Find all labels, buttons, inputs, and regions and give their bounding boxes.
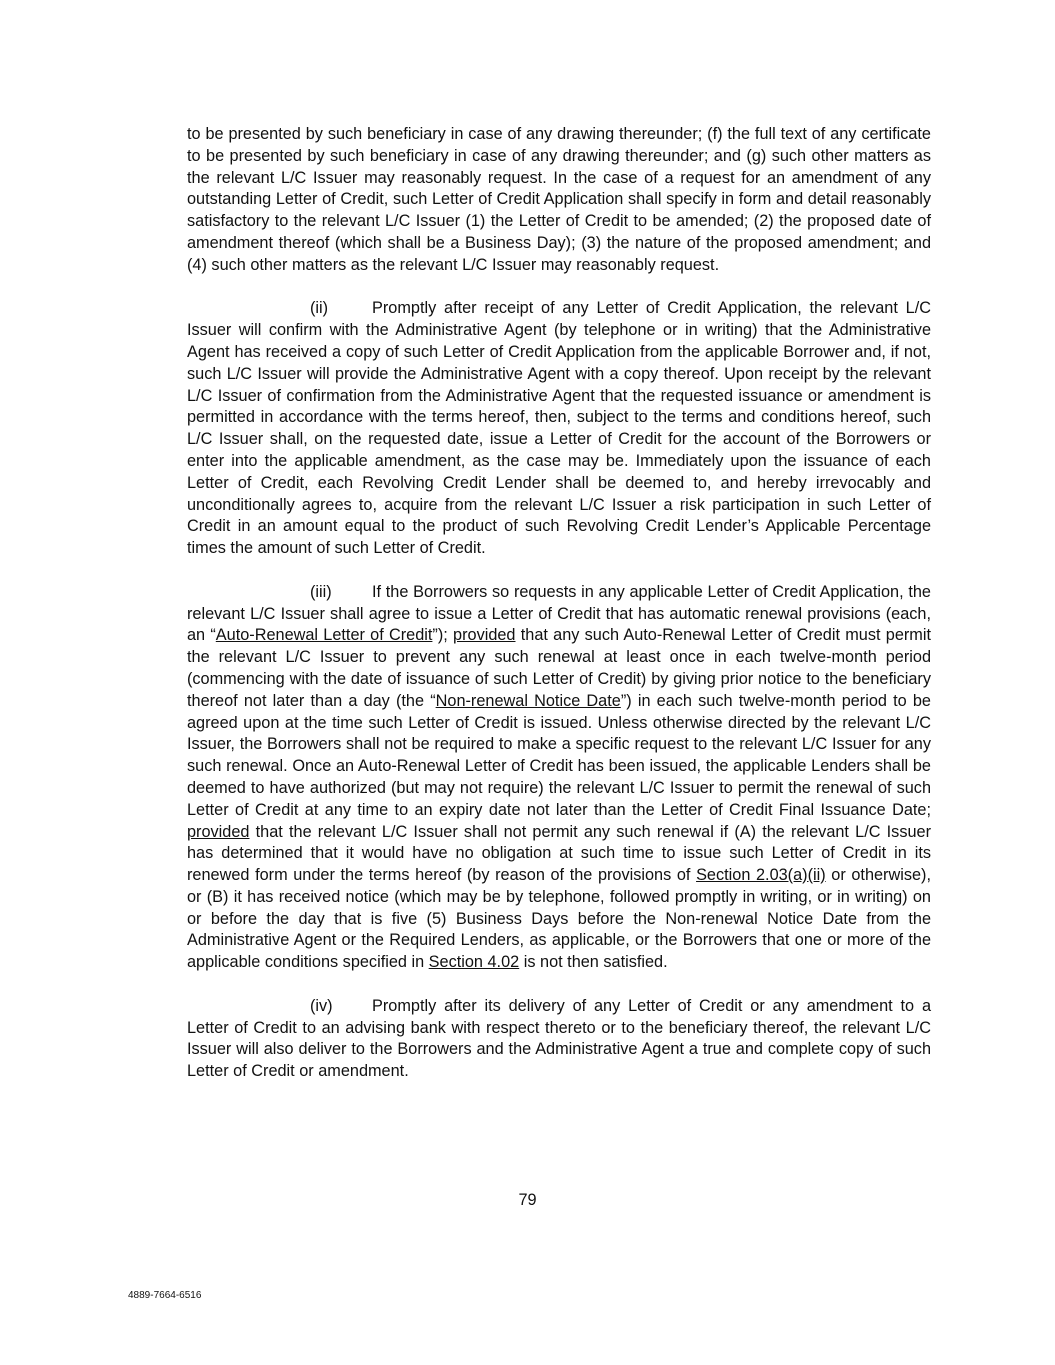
paragraph-iv [187,996,931,1083]
page-number: 79 [518,1191,537,1209]
paragraph-intro-text: to be presented by such beneficiary in case of any drawing thereunder; (f) the full text of any certificate to be presented by such beneficiary in case of any drawing thereunder; and (g) such other matters as the relevant L/C Issuer may reasonably request. In the case of a request for an amendment of any outstanding Letter of Credit, such Letter of Credit Application shall specify in form and detail reasonably satisfactory to the relevant L/C Issuer (1) the Letter of Credit to be amended; (2) the proposed date of amendment thereof (which shall be a Business Day); (3) the nature of the proposed amendment; and (4) such other matters as the relevant L/C Issuer may reasonably request. [187,125,931,274]
provided-term-2: provided [187,822,250,841]
section-reference-4-02: Section 4.02 [428,953,520,972]
paragraph-iii-text-2: ”); [432,626,454,645]
section-reference-2-03: Section 2.03(a)(ii) [696,866,826,885]
provided-term-1: provided [453,626,516,645]
paragraph-ii-number: (ii) [310,299,329,318]
document-body [187,124,931,1105]
paragraph-iii-text-7: is not then satisfied. [519,953,668,972]
document-id: 4889-7664-6516 [128,1290,202,1301]
paragraph-iii-text-6: or otherwise), or (B) it has received notice (which may be by telephone, followed promptly in writing, or in writing) on or before the day that is five (5) Business Days before the Non-renewal Notice Date from the Administrative Agent or the Required Lenders, as applicable, or the Borrowers that one or more of the applicable conditions specified in [187,866,931,972]
paragraph-ii-text: Promptly after receipt of any Letter of Credit Application, the relevant L/C Issuer will confirm with the Administrative Agent (by telephone or in writing) that the Administrative Agent has received a copy of such Letter of Credit Application from the applicable Borrower and, if not, such L/C Issuer will provide the Administrative Agent with a copy thereof. Upon receipt by the relevant L/C Issuer of confirmation from the Administrative Agent that the requested issuance or amendment is permitted in accordance with the terms hereof, then, subject to the terms and conditions hereof, such L/C Issuer shall, on the requested date, issue a Letter of Credit for the account of the Borrowers or enter into the applicable amendment, as the case may be. Immediately upon the issuance of each Letter of Credit, each Revolving Credit Lender shall be deemed to, and hereby irrevocably and unconditionally agrees to, acquire from the relevant L/C Issuer a risk participation in such Letter of Credit in an amount equal to the product of such Revolving Credit Lender’s Applicable Percentage times the amount of such Letter of Credit. [187,299,931,558]
paragraph-iii-text-3: that any such Auto-Renewal Letter of Credit must permit the relevant L/C Issuer to prevent any such renewal at least once in each twelve-month period (commencing with the date of issuance of such Letter of Credit) by giving prior notice to the beneficiary thereof not later than a day (the “ [187,626,931,710]
paragraph-iii-text-4: ”) in each such twelve-month period to be agreed upon at the time such Letter of Credit is issued. Unless otherwise directed by the relevant L/C Issuer, the Borrowers shall not be required to make a specific request to the relevant L/C Issuer for any such renewal. Once an Auto-Renewal Letter of Credit has been issued, the applicable Lenders shall be deemed to have authorized (but may not require) the relevant L/C Issuer to permit the renewal of such Letter of Credit at any time to an expiry date not later than the Letter of Credit Final Issuance Date; [187,691,931,819]
paragraph-iii-text-1: If the Borrowers so requests in any applicable Letter of Credit Application, the relevant L/C Issuer shall agree to issue a Letter of Credit that has automatic renewal provisions (each, an “ [187,582,931,645]
paragraph-iii [187,582,931,974]
paragraph-iii-text-5: that the relevant L/C Issuer shall not permit any such renewal if (A) the relevant L/C Issuer has determined that it would have no obligation at such time to issue such Letter of Credit in its renewed form under the terms hereof (by reason of the provisions of [187,822,931,885]
defined-term-auto-renewal: Auto-Renewal Letter of Credit [215,626,433,645]
paragraph-ii [187,298,931,560]
paragraph-iv-number: (iv) [310,996,333,1015]
paragraph-intro [187,124,931,277]
paragraph-iv-text: Promptly after its delivery of any Letter of Credit or any amendment to a Letter of Credit to an advising bank with respect thereto or to the beneficiary thereof, the relevant L/C Issuer will also deliver to the Borrowers and the Administrative Agent a true and complete copy of such Letter of Credit or amendment. [187,996,931,1081]
paragraph-iii-number: (iii) [310,582,332,601]
defined-term-non-renewal: Non-renewal Notice Date [435,691,621,710]
